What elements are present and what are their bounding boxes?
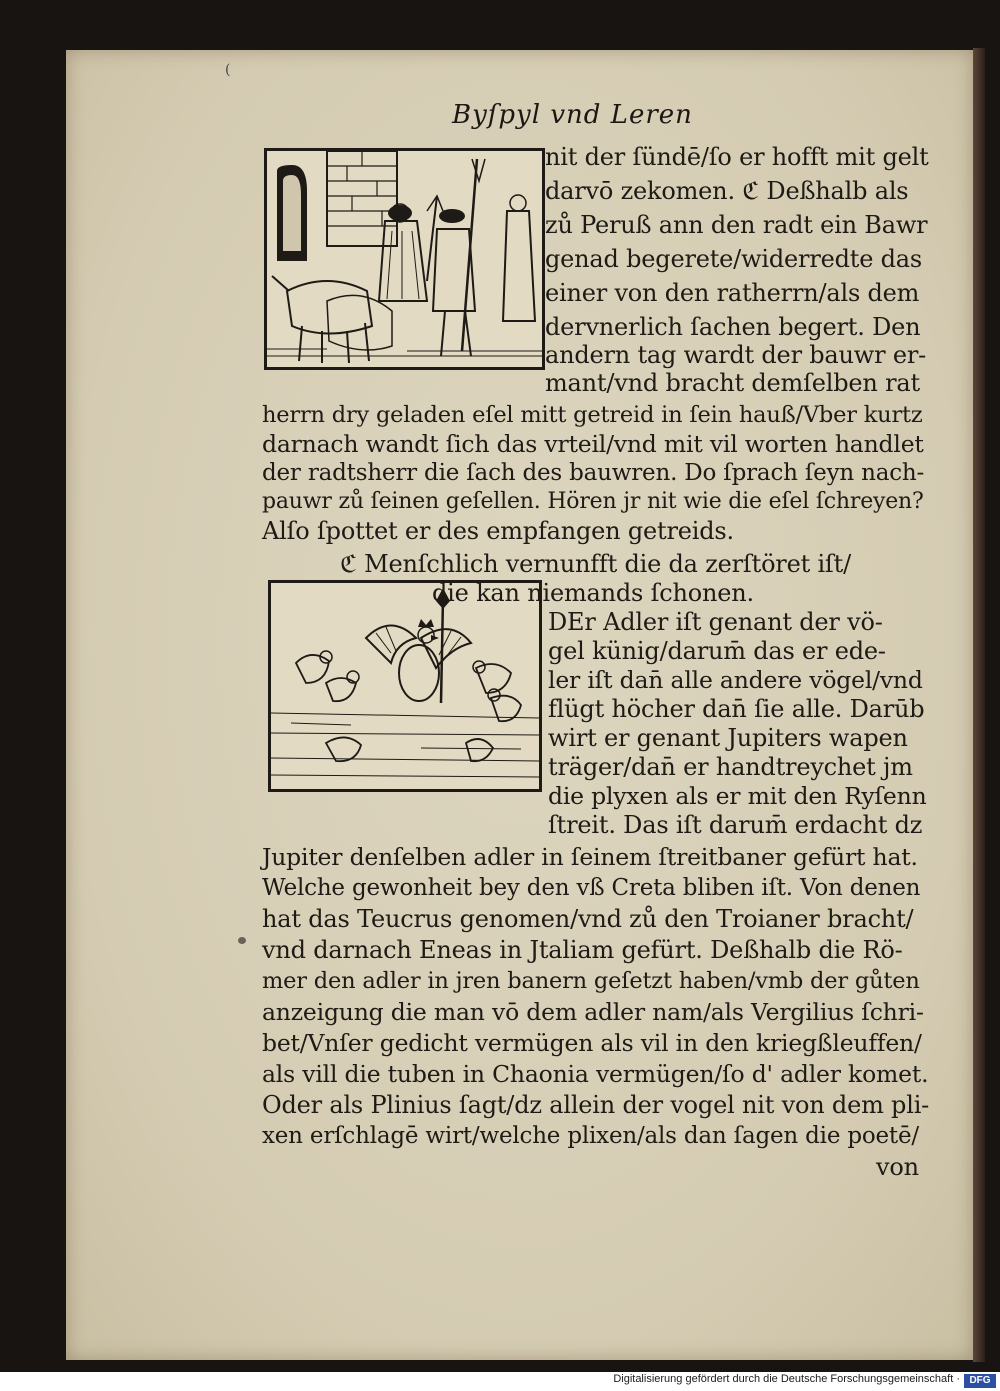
- text-line: träger/dan̄ er handtreychet jm: [548, 753, 913, 781]
- text-line: die plyxen als er mit den Ryſenn: [548, 782, 927, 810]
- running-head: Byſpyl vnd Leren: [452, 100, 693, 130]
- text-line: bet/Vnſer gedicht vermügen als vil in den kriegßleuffen/: [262, 1029, 922, 1057]
- text-line: genad begerete/widerredte das: [545, 245, 923, 273]
- text-line: Alſo ſpottet er des empfangen getreids.: [262, 517, 734, 545]
- text-line: Oder als Plinius ſagt/dz allein der vogel nit von dem pli-: [262, 1091, 930, 1119]
- text-line: darnach wandt ſich das vrteil/vnd mit vil worten handlet: [262, 430, 924, 458]
- text-line: als vill die tuben in Chaonia vermügen/ſo d' adler komet.: [262, 1060, 929, 1088]
- page-edge: [973, 48, 985, 1362]
- woodcut-donkeys-illustration: [264, 148, 545, 370]
- text-line: nit der ſündē/ſo er hofft mit gelt: [545, 143, 929, 171]
- text-line: anzeigung die man vō dem adler nam/als Vergilius ſchri-: [262, 998, 924, 1026]
- text-line: zů Peruß ann den radt ein Bawr: [545, 211, 928, 239]
- text-line: herrn dry geladen eſel mitt getreid in ſein hauß/Vber kurtz: [262, 402, 923, 428]
- text-line: vnd darnach Eneas in Jtaliam gefürt. Deßhalb die Rö-: [262, 936, 903, 964]
- folio-mark: (: [225, 62, 231, 78]
- text-line: der radtsherr die ſach des bauwren. Do ſprach ſeyn nach-: [262, 460, 925, 486]
- text-line: dervnerlich ſachen begert. Den: [545, 313, 921, 341]
- ink-spot: [238, 937, 246, 944]
- text-line: andern tag wardt der bauwr er-: [545, 341, 927, 369]
- rubric-line: die kan niemands ſchonen.: [432, 579, 754, 607]
- rubric-line: ℭ Menſchlich vernunfft die da zerſtöret iſt/: [340, 550, 851, 578]
- text-line: ler iſt dan̄ alle andere vögel/vnd: [548, 666, 923, 694]
- woodcut-eagle-illustration: [268, 580, 542, 792]
- text-line: xen erſchlagē wirt/welche plixen/als dan ſagen die poetē/: [262, 1123, 919, 1149]
- catchword: von: [876, 1153, 919, 1181]
- text-line: mant/vnd bracht demſelben rat: [545, 369, 920, 397]
- text-line: wirt er genant Jupiters wapen: [548, 724, 908, 752]
- footer-credit: Digitalisierung gefördert durch die Deutsche Forschungsgemeinschaft ·: [613, 1373, 960, 1385]
- text-line: flügt höcher dan̄ ſie alle. Darūb: [548, 695, 925, 723]
- text-line: hat das Teucrus genomen/vnd zů den Troianer bracht/: [262, 905, 914, 933]
- text-line: darvō zekomen. ℭ Deßhalb als: [545, 177, 909, 205]
- dfg-logo: DFG: [964, 1374, 996, 1388]
- text-line: gel künig/darum̄ das er ede-: [548, 637, 886, 665]
- text-line: mer den adler in jren banern geſetzt haben/vmb der gůten: [262, 968, 920, 994]
- text-line: Jupiter denſelben adler in ſeinem ſtreitbaner gefürt hat.: [262, 843, 918, 871]
- text-line: Welche gewonheit bey den vß Creta bliben iſt. Von denen: [262, 875, 921, 901]
- text-line-initial: DEr Adler iſt genant der vö-: [548, 608, 883, 636]
- text-line: einer von den ratherrn/als dem: [545, 279, 920, 307]
- text-line: ſtreit. Das iſt darum̄ erdacht dz: [548, 811, 923, 839]
- text-line: pauwr zů ſeinen geſellen. Hören jr nit wie die eſel ſchreyen?: [262, 489, 924, 514]
